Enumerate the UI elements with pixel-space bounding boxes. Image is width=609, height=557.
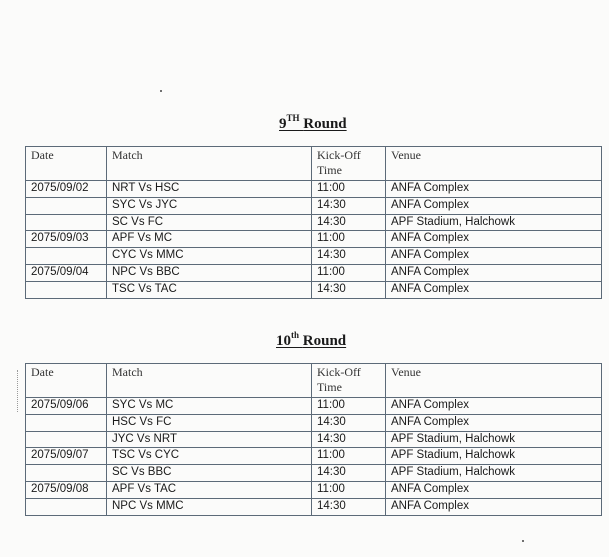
round-9-ordinal-suffix: TH xyxy=(286,113,300,123)
scan-speck xyxy=(160,90,162,92)
table-row xyxy=(26,448,602,465)
cell-time: 14:30 xyxy=(312,414,386,431)
cell-match: NRT Vs HSC xyxy=(107,181,312,198)
cell-match: APF Vs TAC xyxy=(107,481,312,498)
cell-time: 14:30 xyxy=(312,197,386,214)
cell-date xyxy=(26,214,107,231)
cell-time: 14:30 xyxy=(312,214,386,231)
header-venue: Venue xyxy=(386,147,602,181)
cell-date xyxy=(26,248,107,265)
cell-match: SC Vs BBC xyxy=(107,465,312,482)
cell-venue: ANFA Complex xyxy=(386,181,602,198)
cell-time: 11:00 xyxy=(312,448,386,465)
cell-venue: APF Stadium, Halchowk xyxy=(386,465,602,482)
round-9-number: 9 xyxy=(279,116,287,132)
cell-time: 14:30 xyxy=(312,248,386,265)
cell-time: 11:00 xyxy=(312,398,386,415)
table-row xyxy=(26,264,602,281)
cell-date xyxy=(26,414,107,431)
cell-match: APF Vs MC xyxy=(107,231,312,248)
cell-time: 14:30 xyxy=(312,431,386,448)
cell-venue: APF Stadium, Halchowk xyxy=(386,214,602,231)
table-row xyxy=(26,197,602,214)
cell-match: CYC Vs MMC xyxy=(107,248,312,265)
cell-venue: ANFA Complex xyxy=(386,414,602,431)
table-row xyxy=(26,231,602,248)
cell-time: 11:00 xyxy=(312,231,386,248)
cell-time: 14:30 xyxy=(312,498,386,515)
table-row xyxy=(26,281,602,298)
cell-date: 2075/09/07 xyxy=(26,448,107,465)
cell-date: 2075/09/03 xyxy=(26,231,107,248)
header-kickoff-time: Kick-Off Time xyxy=(312,147,386,181)
cell-venue: ANFA Complex xyxy=(386,264,602,281)
cell-match: NPC Vs BBC xyxy=(107,264,312,281)
cell-match: JYC Vs NRT xyxy=(107,431,312,448)
round-10-ordinal-suffix: th xyxy=(291,330,300,340)
header-date: Date xyxy=(26,364,107,398)
round-9-word: Round xyxy=(303,116,347,132)
round-10-number: 10 xyxy=(276,333,291,349)
cell-date xyxy=(26,281,107,298)
round-10-word: Round xyxy=(302,333,347,349)
cell-date xyxy=(26,498,107,515)
cell-match: HSC Vs FC xyxy=(107,414,312,431)
table-row xyxy=(26,181,602,198)
cell-match: SYC Vs JYC xyxy=(107,197,312,214)
cell-time: 14:30 xyxy=(312,281,386,298)
cell-venue: ANFA Complex xyxy=(386,231,602,248)
table-header-row xyxy=(26,147,602,181)
cell-date: 2075/09/04 xyxy=(26,264,107,281)
cell-time: 14:30 xyxy=(312,465,386,482)
cell-venue: APF Stadium, Halchowk xyxy=(386,431,602,448)
cell-match: TSC Vs TAC xyxy=(107,281,312,298)
cell-venue: ANFA Complex xyxy=(386,281,602,298)
table-row xyxy=(26,414,602,431)
cell-date xyxy=(26,197,107,214)
header-match: Match xyxy=(107,147,312,181)
table-header-row xyxy=(26,364,602,398)
cell-date xyxy=(26,465,107,482)
scan-speck xyxy=(522,540,524,542)
cell-venue: APF Stadium, Halchowk xyxy=(386,448,602,465)
scan-margin-marks xyxy=(17,370,20,412)
round-9-title xyxy=(279,114,347,133)
header-venue: Venue xyxy=(386,364,602,398)
header-kickoff-time: Kick-Off Time xyxy=(312,364,386,398)
round-10-title xyxy=(276,331,346,350)
table-row xyxy=(26,248,602,265)
cell-venue: ANFA Complex xyxy=(386,248,602,265)
cell-venue: ANFA Complex xyxy=(386,498,602,515)
table-row xyxy=(26,398,602,415)
round-9-schedule-table xyxy=(25,146,602,299)
table-row xyxy=(26,431,602,448)
cell-venue: ANFA Complex xyxy=(386,481,602,498)
header-match: Match xyxy=(107,364,312,398)
cell-match: SYC Vs MC xyxy=(107,398,312,415)
cell-time: 11:00 xyxy=(312,481,386,498)
cell-date: 2075/09/06 xyxy=(26,398,107,415)
table-row xyxy=(26,481,602,498)
cell-match: TSC Vs CYC xyxy=(107,448,312,465)
cell-time: 11:00 xyxy=(312,181,386,198)
cell-match: SC Vs FC xyxy=(107,214,312,231)
table-row xyxy=(26,498,602,515)
table-row xyxy=(26,214,602,231)
round-10-schedule-table xyxy=(25,363,602,516)
cell-match: NPC Vs MMC xyxy=(107,498,312,515)
cell-time: 11:00 xyxy=(312,264,386,281)
cell-date: 2075/09/08 xyxy=(26,481,107,498)
cell-venue: ANFA Complex xyxy=(386,197,602,214)
header-date: Date xyxy=(26,147,107,181)
cell-venue: ANFA Complex xyxy=(386,398,602,415)
cell-date xyxy=(26,431,107,448)
table-row xyxy=(26,465,602,482)
cell-date: 2075/09/02 xyxy=(26,181,107,198)
